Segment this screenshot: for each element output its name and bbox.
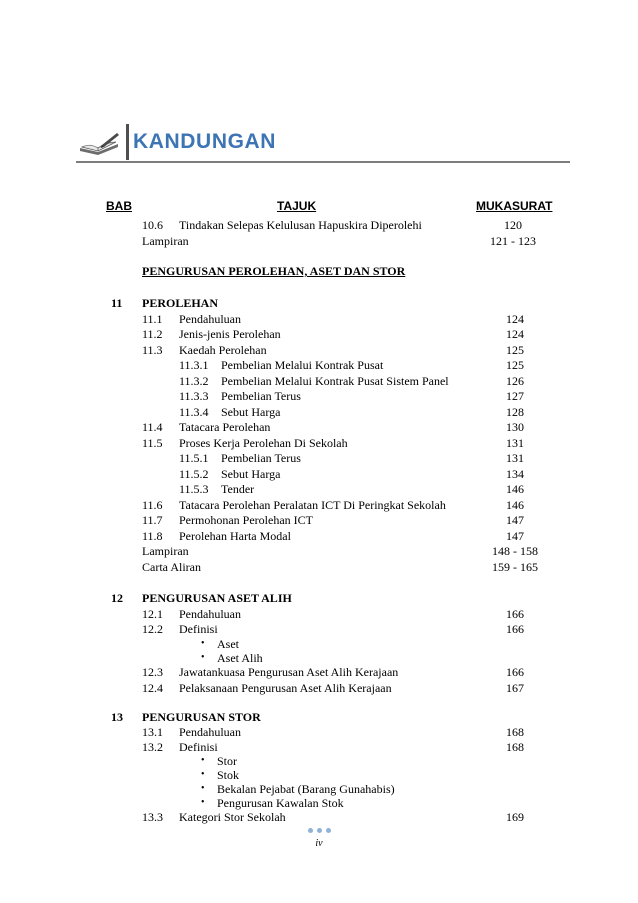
toc-number: 11.3.4 (179, 405, 209, 419)
toc-title: Proses Kerja Perolehan Di Sekolah (179, 436, 348, 450)
toc-section-title: PENGURUSAN PEROLEHAN, ASET DAN STOR (142, 264, 406, 278)
toc-title: Pembelian Terus (221, 451, 301, 465)
toc-chapter-title: PENGURUSAN STOR (142, 710, 261, 724)
toc-chapter-number: 11 (111, 296, 123, 310)
toc-page: 146 (506, 482, 524, 496)
toc-bullet-text: Pengurusan Kawalan Stok (217, 796, 344, 810)
toc-page: 121 - 123 (490, 234, 536, 248)
toc-title: Lampiran (142, 234, 189, 248)
toc-page: 167 (506, 681, 524, 695)
toc-bullet-text: Aset Alih (217, 651, 263, 665)
toc-row (0, 342, 638, 358)
column-header-bab: BAB (106, 199, 132, 213)
toc-number: 13.1 (142, 725, 163, 739)
page-header (76, 124, 570, 162)
page-number: iv (315, 838, 323, 849)
toc-title: Pendahuluan (179, 312, 241, 326)
toc-title: Sebut Harga (221, 405, 281, 419)
toc-number: 11.1 (142, 312, 163, 326)
toc-bullet-text: Stor (217, 754, 238, 768)
toc-chapter-number: 13 (111, 710, 123, 724)
toc-page: 134 (506, 467, 524, 481)
toc-row (0, 497, 638, 513)
footer-dots-icon (308, 828, 332, 834)
bullet-icon: • (201, 652, 205, 663)
column-header-mukasurat: MUKASURAT (476, 199, 553, 213)
toc-number: 11.3.2 (179, 374, 209, 388)
toc-page: 159 - 165 (492, 560, 538, 574)
toc-page: 166 (506, 622, 524, 636)
bullet-icon: • (201, 797, 205, 808)
toc-row (0, 450, 638, 466)
toc-page: 120 (504, 218, 522, 232)
toc-title: Tatacara Perolehan Peralatan ICT Di Peringkat Sekolah (179, 498, 446, 512)
toc-number: 11.5.3 (179, 482, 209, 496)
toc-number: 12.1 (142, 607, 163, 621)
toc-row (0, 217, 638, 233)
toc-page: 168 (506, 740, 524, 754)
header-divider (126, 124, 129, 160)
toc-row (0, 528, 638, 544)
toc-number: 11.6 (142, 498, 163, 512)
toc-row (0, 388, 638, 404)
toc-number: 11.2 (142, 327, 163, 341)
toc-row (0, 543, 638, 559)
toc-title: Permohonan Perolehan ICT (179, 513, 313, 527)
toc-title: Pembelian Melalui Kontrak Pusat Sistem Panel (221, 374, 449, 388)
toc-row (0, 512, 638, 528)
toc-number: 11.7 (142, 513, 163, 527)
toc-number: 12.2 (142, 622, 163, 636)
toc-title: Pendahuluan (179, 725, 241, 739)
toc-page: 146 (506, 498, 524, 512)
toc-chapter-row (0, 709, 638, 725)
toc-title: Jenis-jenis Perolehan (179, 327, 281, 341)
toc-title: Pembelian Melalui Kontrak Pusat (221, 358, 384, 372)
toc-page: 124 (506, 312, 524, 326)
toc-row (0, 559, 638, 575)
toc-title: Definisi (179, 740, 218, 754)
toc-title: Lampiran (142, 544, 189, 558)
toc-number: 12.3 (142, 665, 163, 679)
toc-number: 13.3 (142, 810, 163, 824)
toc-page: 125 (506, 343, 524, 357)
toc-page: 166 (506, 665, 524, 679)
toc-title: Kaedah Perolehan (179, 343, 267, 357)
toc-title: Perolehan Harta Modal (179, 529, 291, 543)
toc-row (0, 680, 638, 696)
toc-page: 126 (506, 374, 524, 388)
toc-page: 124 (506, 327, 524, 341)
bullet-icon: • (201, 638, 205, 649)
toc-page: 130 (506, 420, 524, 434)
toc-row (0, 233, 638, 249)
toc-page: 147 (506, 513, 524, 527)
toc-row (0, 419, 638, 435)
toc-title: Pendahuluan (179, 607, 241, 621)
toc-row (0, 311, 638, 327)
book-pen-icon (78, 130, 120, 158)
toc-chapter-number: 12 (111, 591, 123, 605)
bullet-icon: • (201, 783, 205, 794)
toc-title: Tatacara Perolehan (179, 420, 271, 434)
toc-number: 11.8 (142, 529, 163, 543)
toc-title: Tindakan Selepas Kelulusan Hapuskira Diperolehi (179, 218, 422, 232)
toc-row (0, 621, 638, 637)
toc-row (0, 373, 638, 389)
toc-row (0, 466, 638, 482)
toc-title: Kategori Stor Sekolah (179, 810, 286, 824)
toc-chapter-row (0, 295, 638, 311)
toc-section-row (0, 263, 638, 279)
toc-title: Tender (221, 482, 255, 496)
toc-page: 127 (506, 389, 524, 403)
toc-title: Carta Aliran (142, 560, 201, 574)
toc-chapter-title: PEROLEHAN (142, 296, 219, 310)
toc-title: Definisi (179, 622, 218, 636)
toc-row (0, 809, 638, 825)
toc-number: 12.4 (142, 681, 163, 695)
toc-row (0, 435, 638, 451)
toc-bullet-text: Stok (217, 768, 240, 782)
header-rule (76, 161, 570, 163)
toc-number: 11.3.3 (179, 389, 209, 403)
toc-bullet-text: Aset (217, 637, 239, 651)
toc-number: 11.3.1 (179, 358, 209, 372)
toc-page: 166 (506, 607, 524, 621)
toc-page: 128 (506, 405, 524, 419)
toc-page: 148 - 158 (492, 544, 538, 558)
toc-page: 168 (506, 725, 524, 739)
toc-number: 13.2 (142, 740, 163, 754)
toc-title: Pembelian Terus (221, 389, 301, 403)
toc-row (0, 724, 638, 740)
toc-title: Jawatankuasa Pengurusan Aset Alih Kerajaan (179, 665, 399, 679)
toc-number: 11.3 (142, 343, 163, 357)
toc-number: 11.5.1 (179, 451, 209, 465)
bullet-icon: • (201, 755, 205, 766)
toc-title: Pelaksanaan Pengurusan Aset Alih Kerajaan (179, 681, 392, 695)
toc-chapter-row (0, 590, 638, 606)
toc-page: 147 (506, 529, 524, 543)
toc-title: Sebut Harga (221, 467, 281, 481)
toc-page: 169 (506, 810, 524, 824)
toc-row (0, 326, 638, 342)
bullet-icon: • (201, 769, 205, 780)
column-header-tajuk: TAJUK (277, 199, 317, 213)
toc-row (0, 664, 638, 680)
toc-row (0, 606, 638, 622)
toc-number: 11.5.2 (179, 467, 209, 481)
toc-number: 11.4 (142, 420, 163, 434)
toc-page: 131 (506, 451, 524, 465)
toc-chapter-title: PENGURUSAN ASET ALIH (142, 591, 292, 605)
toc-page: 131 (506, 436, 524, 450)
toc-bullet-text: Bekalan Pejabat (Barang Gunahabis) (217, 782, 395, 796)
toc-row (0, 357, 638, 373)
toc-row (0, 404, 638, 420)
page-title: KANDUNGAN (133, 130, 277, 153)
toc-number: 11.5 (142, 436, 163, 450)
toc-page: 125 (506, 358, 524, 372)
toc-number: 10.6 (142, 218, 163, 232)
toc-row (0, 481, 638, 497)
